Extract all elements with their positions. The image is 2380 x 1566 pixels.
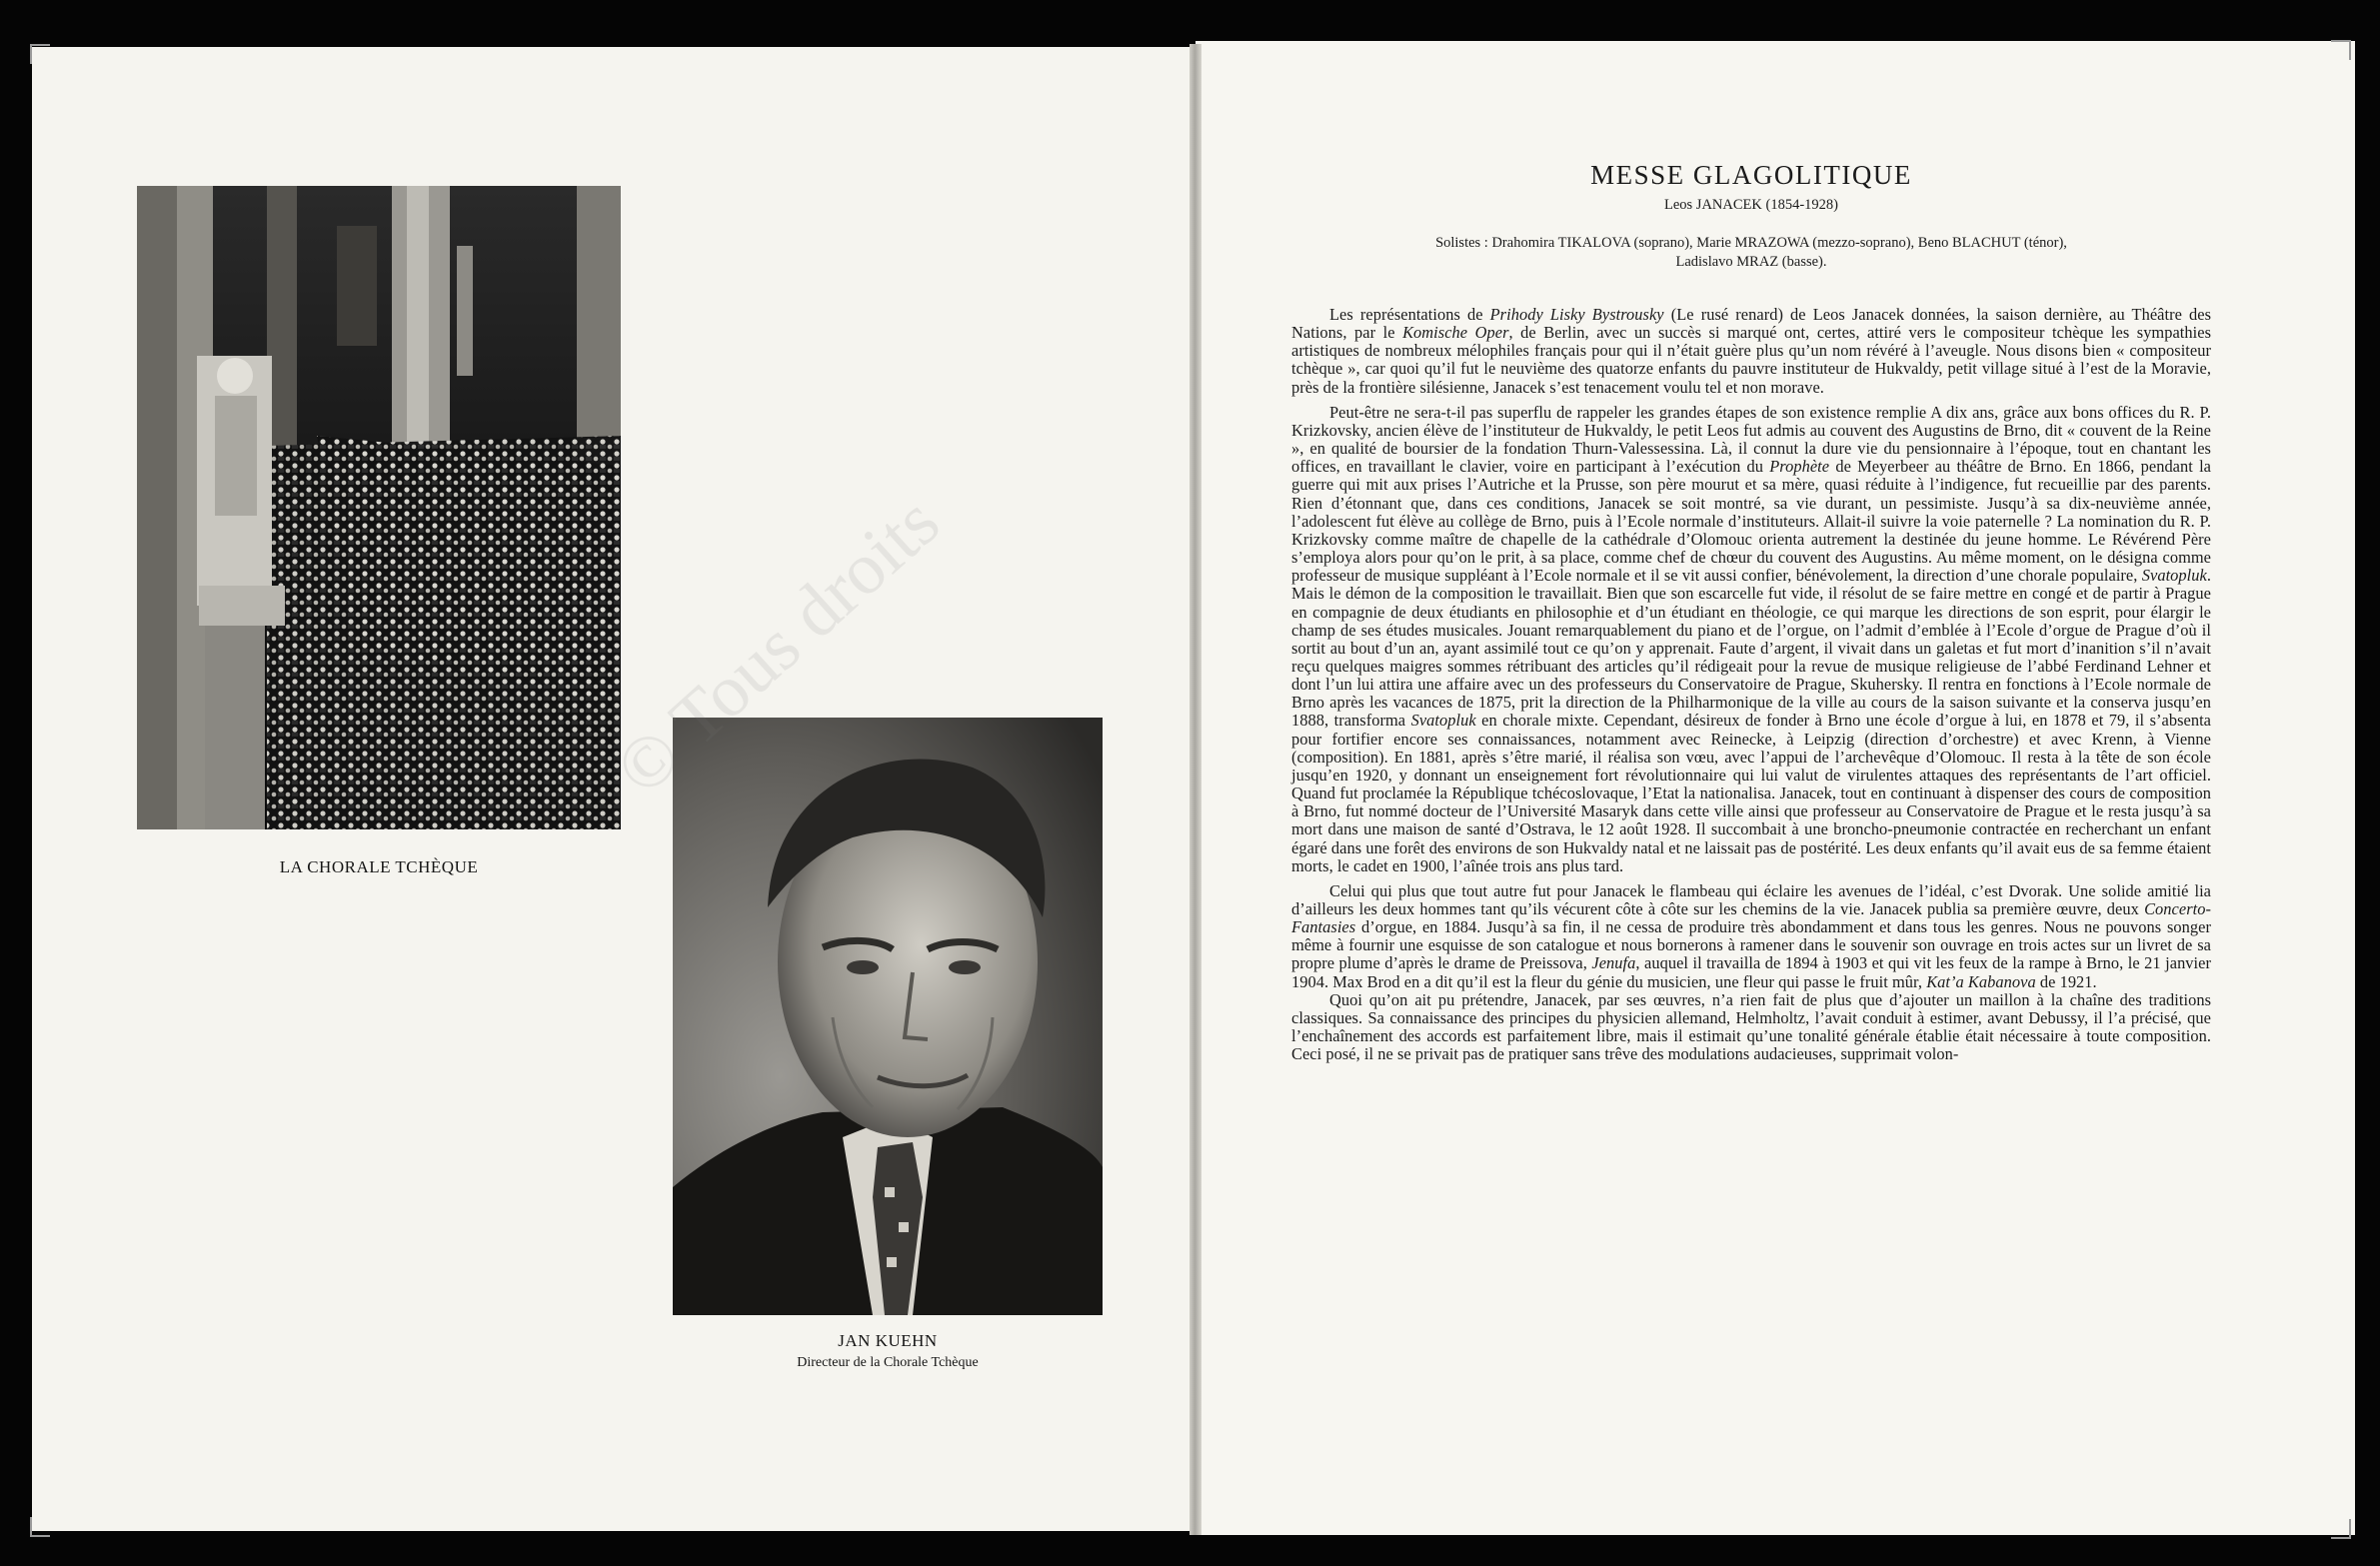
paragraph-3 (1291, 882, 2211, 991)
p1-text-c: , de Berlin, avec un succès si marqué ont, certes, attiré vers le compositeur tchèque les sympathies artistiques de nombreux mélophiles français pour qui il n’était guère plus qu’un nom révéré à l’aveugle. Nous disons bien « compositeur tchèque », car quoi qu’il fut le neuvième des quatorze enfants du pauvre instituteur de Hukvaldy, petit village situé à l’est de la Moravie, près de la frontière silésienne, Janacek s’est tenacement voulu tel et non morave. (1291, 323, 2212, 397)
soloists-line-1: Solistes : Drahomira TIKALOVA (soprano), Marie MRAZOWA (mezzo-soprano), Beno BLACHUT (ténor), (1435, 235, 2067, 251)
p2-text-d: en chorale mixte. Cependant, désireux de fonder à Brno une école d’orgue à lui, en 1878 et 79, il s’absenta pour fortifier encore ses connaissances, notamment avec Reinecke, à Leipzig (direction d’orchestre) et avec Krenn, à Vienne (composition). En 1881, après s’être marié, il réalisa son vœu, avec l’appui de l’archevêque d’Olomouc. Il resta à la tête de son école jusqu’en 1920, y donnant un enseignement fort révolutionnaire qui lui valut de virulentes attaques des représentants de l’art officiel. Quand fut proclamée la République tchécoslovaque, l’Etat la nationalisa. Janacek, tout en continuant à dispenser des cours de composition à Brno, fut nommé docteur de l’Université Masaryk dans cette ville ainsi que professeur au Conservatoire de Prague et le resta jusqu’à sa mort dans une maison de santé d’Ostrava, le 12 août 1928. Il succombait à une broncho-pneumonie contractée en recherchant un enfant égaré dans une forêt des environs de son Hukvaldy natal et ne laissait pas de postérité. Les deux enfants qu’il avait eus de sa femme étaient morts, le cadet en 1900, l’aînée trois ans plus tard. (1291, 711, 2212, 875)
p2-work-3: Svatopluk (1410, 711, 1476, 731)
soloists-line-2: Ladislavo MRAZ (basse). (1675, 254, 1827, 270)
p1-text-a: Les représentations de (1329, 305, 1490, 324)
p1-work-title: Prihody Lisky Bystrousky (1489, 305, 1664, 324)
article (1291, 160, 2211, 1063)
corner-mark-bottom-right (2331, 1519, 2351, 1539)
p3-work-1: Concerto-Fantasies (1291, 899, 2211, 937)
p1-text-b: (Le rusé renard) de Leos Janacek données, la saison dernière, au Théâtre des Nations, par le (1291, 305, 2212, 343)
article-title: MESSE GLAGOLITIQUE (1590, 160, 1912, 190)
article-body (1291, 306, 2211, 1063)
composer-line: Leos JANACEK (1854-1928) (1664, 197, 1838, 213)
p2-work-2: Svatopluk (2141, 566, 2207, 586)
p3-work-2: Jenufa (1591, 953, 1636, 973)
p3-text-b: d’orgue, en 1884. Jusqu’à sa fin, il ne cessa de produire très abondamment et dans tous les genres. Nous ne pouvons songer même à fournir une esquisse de son catalogue et nous bornerons à ramener dans le souvenir son ouvrage en trois actes sur un livret de sa propre plume d’après le drame de Preissova, (1291, 917, 2211, 973)
p2-work-1: Prophète (1769, 457, 1830, 477)
p2-text-c: . Mais le démon de la composition le travaillait. Bien que son escarcelle fut vide, il résolut de se faire mettre en congé et de partir à Prague en compagnie de deux étudiants en philosophie et d’un étudiant en théologie, ce qui marque les directions de son esprit, pour élargir le champ de ses études musicales. Jouant remarquablement du piano et de l’orgue, on l’admit d’emblée à l’Ecole d’orgue de Prague d’où il sortit au bout d’un an, ayant assimilé tout ce qu’on y apprenait. Faute d’argent, il vivait dans un galetas et fut mort d’inanition s’il n’avait reçu quelques maigres sommes rétribuant des articles qu’il rédigeait pour la revue de musique religieuse de l’abbé Ferdinand Lehner et dont l’un lui attira une affaire avec un des professeurs du Conservatoire de Prague, Skuhersky. Il rentra en fonctions à l’Ecole normale de Brno après les vacances de 1875, prit la direction de la Philharmonique de la ville au cours de la saison suivante et la conserva jusqu’en 1888, transforma (1291, 566, 2211, 731)
paragraph-2 (1291, 404, 2211, 875)
portrait-role: Directeur de la Chorale Tchèque (797, 1355, 979, 1370)
p2-text-a: Peut-être ne sera-t-il pas superflu de rappeler les grandes étapes de son existence remplie A dix ans, grâce aux bons offices du R. P. Krizkovsky, ancien élève de l’instituteur de Hukvaldy, le petit Leos fut admis au couvent des Augustins de Brno, dit « couvent de la Reine », en qualité de boursier de la fondation Thurn-Valessessina. Là, il connut la dure vie du pensionnaire à l’époque, tout en chantant les offices, en travaillant le clavier, voire en participant à l’exécution du (1291, 402, 2211, 477)
portrait-photograph (673, 718, 1103, 1315)
p3-text-a: Celui qui plus que tout autre fut pour Janacek le flambeau qui éclaire les avenues de l’idéal, c’est Dvorak. Une solide amitié lia d’ailleurs les deux hommes tant qu’ils vécurent côte à côte sur les chemins de la vie. Janacek publia sa première œuvre, deux (1291, 880, 2211, 918)
choir-photograph (137, 186, 621, 829)
p3-work-3: Kat’a Kabanova (1926, 971, 2036, 991)
p2-text-b: de Meyerbeer au théâtre de Brno. En 1866, pendant la guerre qui mit aux prises l’Autriche et la Prusse, son père mourut et sa mère, quasi réduite à l’indigence, fut recueillie par des parents. Rien d’étonnant que, dans ces conditions, Janacek se soit montré, sa vie durant, un pessimiste. Jusqu’à sa dix-neuvième année, l’adolescent fut élève au collège de Brno, puis à l’Ecole normale d’instituteurs. Allait-il suivre la voie paternelle ? La nomination du R. P. Krizkovsky comme maître de chapelle de la cathédrale d’Olomouc orienta autrement la destinée du jeune homme. Le Révérend Père s’employa alors pour qu’on le prit, à sa place, comme chef de chœur du couvent des Augustins. Au même moment, on le désigna comme professeur de musique suppléant à l’Ecole normale et il se vit aussi confier, bénévolement, la direction d’une chorale populaire, (1291, 457, 2211, 586)
choir-caption: LA CHORALE TCHÈQUE (279, 857, 479, 876)
paragraph-1 (1291, 306, 2211, 397)
p1-company: Komische Oper (1402, 323, 1509, 343)
corner-mark-bottom-left (30, 1517, 50, 1537)
p3-text-d: de 1921. (2035, 971, 2097, 991)
paragraph-4: Quoi qu’on ait pu prétendre, Janacek, par ses œuvres, n’a rien fait de plus que d’ajouter un maillon à la chaîne des traditions classiques. Sa connaissance des principes du physicien allemand, Helmholtz, l’avait conduit à estimer, avant Debussy, il l’a précisé, que l’enchaînement des accords est parfaitement libre, mais il estimait qu’une tonalité générale établie était nécessaire à toute composition. Ceci posé, il ne se privait pas de pratiquer sans trêve des modulations audacieuses, supprimait volon- (1291, 989, 2211, 1064)
corner-mark-top-left (30, 44, 50, 64)
soloists (1291, 234, 2211, 272)
p3-text-c: , auquel il travailla de 1894 à 1903 et qui vit les feux de la rampe à Brno, le 21 janvier 1904. Max Brod en a dit qu’il est la fleur du génie du musicien, une fleur qui passe le fruit mûr, (1291, 953, 2211, 991)
corner-mark-top-right (2331, 40, 2351, 60)
book-gutter (1190, 44, 1201, 1535)
portrait-name: JAN KUEHN (838, 1331, 938, 1350)
